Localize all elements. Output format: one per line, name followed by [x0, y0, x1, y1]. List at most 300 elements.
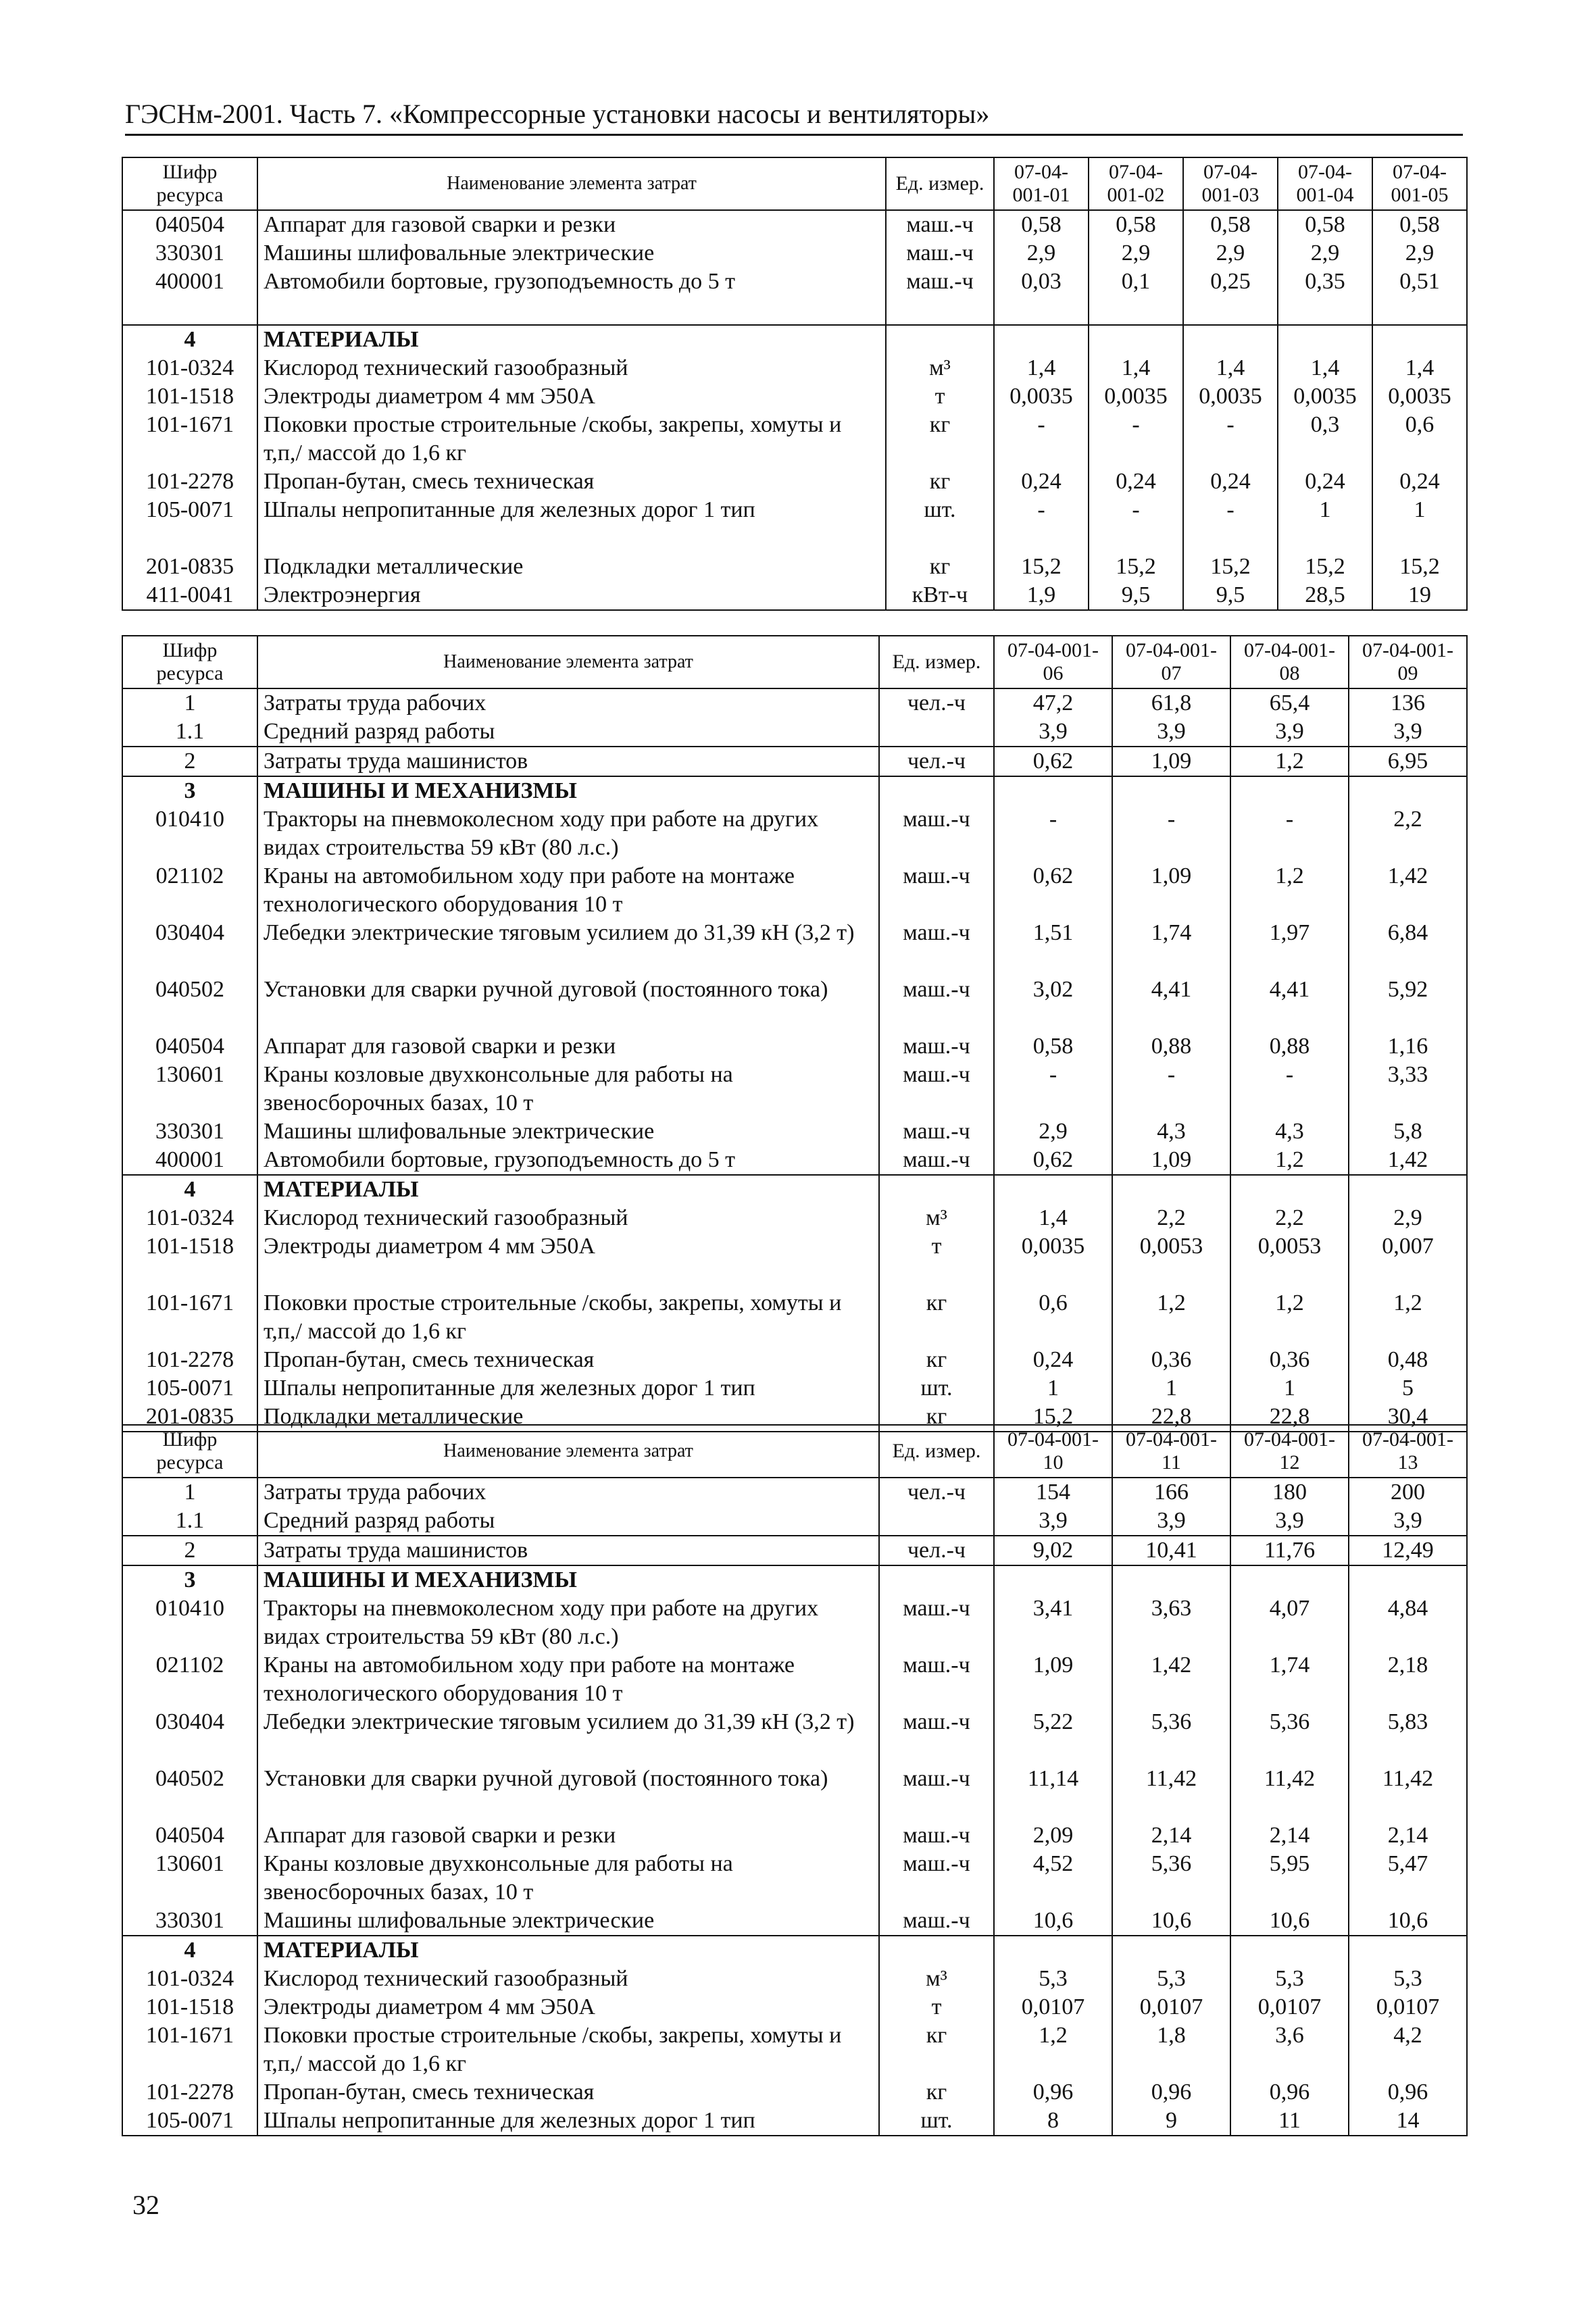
resource-name: Затраты труда рабочих [257, 1478, 879, 1507]
table-row [122, 210, 1467, 239]
norm-value [1230, 1175, 1349, 1204]
norm-value: 3,02 [994, 976, 1112, 1032]
norm-value: 2,14 [1112, 1821, 1230, 1850]
resource-unit: маш.-ч [879, 1907, 994, 1936]
resource-code: 040504 [122, 210, 257, 239]
norm-value: 9,02 [994, 1536, 1112, 1565]
norm-value: 1,42 [1349, 862, 1467, 919]
table-row [122, 2107, 1467, 2136]
header-norm-code: 07-04-001-04 [1278, 157, 1372, 210]
norm-value: 5,47 [1349, 1850, 1467, 1907]
table-row [122, 862, 1467, 919]
norm-value: - [994, 805, 1112, 862]
header-norm-code: 07-04-001-01 [994, 157, 1089, 210]
table-header-row [122, 1425, 1467, 1478]
resource-code: 021102 [122, 1651, 257, 1708]
resource-name: Затраты труда машинистов [257, 747, 879, 776]
norm-value: 0,58 [1183, 210, 1278, 239]
norm-value: 0,62 [994, 747, 1112, 776]
resource-name: МАШИНЫ И МЕХАНИЗМЫ [257, 776, 879, 805]
norm-value: 2,9 [994, 1117, 1112, 1146]
resource-code: 040502 [122, 976, 257, 1032]
norm-value: 4,84 [1349, 1594, 1467, 1651]
resource-unit: кг [886, 411, 994, 468]
resource-code: 101-1518 [122, 1232, 257, 1289]
table-header-row [122, 636, 1467, 688]
header-norm-code: 07-04-001-06 [994, 636, 1112, 688]
resource-code: 010410 [122, 1594, 257, 1651]
norm-value: 1 [1112, 1374, 1230, 1403]
norm-value: 6,95 [1349, 747, 1467, 776]
norm-value: 0,6 [994, 1289, 1112, 1346]
norm-value: 1,2 [1230, 862, 1349, 919]
resource-code: 030404 [122, 919, 257, 976]
table-row [122, 468, 1467, 496]
table-row [122, 1507, 1467, 1536]
norm-value: 0,96 [994, 2078, 1112, 2107]
resource-code: 1 [122, 1478, 257, 1507]
resource-unit: м³ [879, 1204, 994, 1232]
norm-value: 1,16 [1349, 1032, 1467, 1061]
table-row [122, 1175, 1467, 1204]
norm-value: 0,24 [1278, 468, 1372, 496]
resource-unit: маш.-ч [879, 1061, 994, 1117]
resource-name: Лебедки электрические тяговым усилием до 31,39 кН (3,2 т) [257, 1708, 879, 1765]
norm-value: 6,84 [1349, 919, 1467, 976]
table-row [122, 718, 1467, 747]
table-row [122, 919, 1467, 976]
header-unit: Ед. измер. [879, 1425, 994, 1478]
norm-value: 5,3 [994, 1965, 1112, 1993]
norm-value [1278, 325, 1372, 354]
resource-name: Машины шлифовальные электрические [257, 1117, 879, 1146]
table-row [122, 496, 1467, 553]
norm-value: 2,18 [1349, 1651, 1467, 1708]
resource-code: 101-1671 [122, 1289, 257, 1346]
norm-value: 5,3 [1349, 1965, 1467, 1993]
norm-value: 1,2 [994, 2021, 1112, 2078]
norm-value: 2,14 [1349, 1821, 1467, 1850]
norm-value: 1,2 [1349, 1289, 1467, 1346]
resource-name: Электроды диаметром 4 мм Э50А [257, 1993, 879, 2021]
norm-value: 1,09 [1112, 1146, 1230, 1175]
resource-code: 101-1671 [122, 411, 257, 468]
norm-value [994, 1936, 1112, 1965]
norm-value [1349, 1175, 1467, 1204]
norm-value: - [1112, 1061, 1230, 1117]
resource-code: 105-0071 [122, 496, 257, 553]
resource-name: МАТЕРИАЛЫ [257, 1936, 879, 1965]
norm-value: 3,9 [1349, 1507, 1467, 1536]
norm-value: 0,0107 [1112, 1993, 1230, 2021]
resource-name: Шпалы непропитанные для железных дорог 1 тип [257, 2107, 879, 2136]
resource-name: Подкладки металлические [257, 553, 886, 581]
resource-name: Средний разряд работы [257, 1507, 879, 1536]
resource-table-1 [122, 157, 1468, 611]
resource-code: 101-0324 [122, 1965, 257, 1993]
norm-value: 5,83 [1349, 1708, 1467, 1765]
norm-value: 3,63 [1112, 1594, 1230, 1651]
table-row [122, 239, 1467, 268]
norm-value: 0,58 [994, 210, 1089, 239]
norm-value: 8 [994, 2107, 1112, 2136]
resource-code: 040504 [122, 1821, 257, 1850]
resource-code: 330301 [122, 1117, 257, 1146]
resource-code: 101-2278 [122, 468, 257, 496]
resource-code: 2 [122, 1536, 257, 1565]
norm-value: 0,36 [1112, 1346, 1230, 1374]
norm-value: 180 [1230, 1478, 1349, 1507]
norm-value: 2,9 [1372, 239, 1467, 268]
table-row [122, 805, 1467, 862]
norm-value: 2,9 [1089, 239, 1183, 268]
norm-value: - [1183, 496, 1278, 553]
resource-unit [879, 1175, 994, 1204]
norm-value: 12,49 [1349, 1536, 1467, 1565]
norm-value [1183, 325, 1278, 354]
norm-value: 0,88 [1230, 1032, 1349, 1061]
resource-unit: чел.-ч [879, 688, 994, 718]
table-row [122, 747, 1467, 776]
resource-name: Пропан-бутан, смесь техническая [257, 468, 886, 496]
norm-value: 11,76 [1230, 1536, 1349, 1565]
resource-unit: маш.-ч [879, 1146, 994, 1175]
table-row [122, 581, 1467, 610]
norm-value: - [1230, 805, 1349, 862]
norm-value: 5,3 [1230, 1965, 1349, 1993]
resource-code: 411-0041 [122, 581, 257, 610]
norm-value: 2,2 [1112, 1204, 1230, 1232]
norm-value: 10,6 [1112, 1907, 1230, 1936]
norm-value: 0,25 [1183, 268, 1278, 325]
norm-value: 0,0107 [1349, 1993, 1467, 2021]
table-row [122, 1032, 1467, 1061]
norm-value: 0,96 [1349, 2078, 1467, 2107]
norm-value: 28,5 [1278, 581, 1372, 610]
norm-value: 1,2 [1230, 747, 1349, 776]
norm-value: 0,24 [994, 468, 1089, 496]
resource-unit: м³ [886, 354, 994, 382]
resource-table-3 [122, 1424, 1468, 2136]
table-row [122, 1708, 1467, 1765]
norm-value: 3,9 [994, 1507, 1112, 1536]
norm-value: 1,42 [1112, 1651, 1230, 1708]
page-number: 32 [132, 2190, 159, 2220]
norm-value: 30,4 [1349, 1403, 1467, 1432]
table-row [122, 1289, 1467, 1346]
norm-value: 5,95 [1230, 1850, 1349, 1907]
resource-name: Поковки простые строительные /скобы, закрепы, хомуты и т,п,/ массой до 1,6 кг [257, 2021, 879, 2078]
resource-code: 4 [122, 325, 257, 354]
resource-unit: маш.-ч [879, 1594, 994, 1651]
resource-unit [879, 1507, 994, 1536]
norm-value: 15,2 [1183, 553, 1278, 581]
norm-value [1230, 1936, 1349, 1965]
norm-value [1349, 776, 1467, 805]
norm-value: 1,09 [1112, 747, 1230, 776]
norm-value: 0,3 [1278, 411, 1372, 468]
norm-value: 1,4 [994, 1204, 1112, 1232]
header-norm-code: 07-04-001-08 [1230, 636, 1349, 688]
norm-value: 2,2 [1230, 1204, 1349, 1232]
header-norm-code: 07-04-001-11 [1112, 1425, 1230, 1478]
norm-value: 0,0035 [1183, 382, 1278, 411]
norm-value: 5,92 [1349, 976, 1467, 1032]
table-row [122, 688, 1467, 718]
norm-value: 0,51 [1372, 268, 1467, 325]
norm-value: - [1089, 496, 1183, 553]
table-row [122, 2021, 1467, 2078]
norm-value: - [1089, 411, 1183, 468]
table-row [122, 1765, 1467, 1821]
resource-unit: маш.-ч [879, 1651, 994, 1708]
norm-value: 3,9 [1230, 718, 1349, 747]
header-norm-code: 07-04-001-12 [1230, 1425, 1349, 1478]
resource-name: Электроды диаметром 4 мм Э50А [257, 1232, 879, 1289]
header-unit: Ед. измер. [879, 636, 994, 688]
norm-value: 1,2 [1230, 1289, 1349, 1346]
table-row [122, 1907, 1467, 1936]
resource-unit: маш.-ч [879, 1850, 994, 1907]
resource-name: Краны на автомобильном ходу при работе на монтаже технологического оборудования 10 т [257, 862, 879, 919]
norm-value: 0,96 [1230, 2078, 1349, 2107]
resource-code: 101-0324 [122, 1204, 257, 1232]
norm-value: 200 [1349, 1478, 1467, 1507]
resource-code: 101-1518 [122, 382, 257, 411]
norm-value [1112, 1565, 1230, 1594]
header-norm-code: 07-04-001-05 [1372, 157, 1467, 210]
resource-name: Затраты труда машинистов [257, 1536, 879, 1565]
norm-value: 1 [1230, 1374, 1349, 1403]
resource-name: Аппарат для газовой сварки и резки [257, 210, 886, 239]
norm-value: 4,3 [1230, 1117, 1349, 1146]
norm-value: 136 [1349, 688, 1467, 718]
resource-unit: кг [879, 2078, 994, 2107]
norm-value [1349, 1936, 1467, 1965]
norm-value [994, 1565, 1112, 1594]
resource-unit: шт. [886, 496, 994, 553]
norm-value: 0,03 [994, 268, 1089, 325]
norm-value: 1,74 [1112, 919, 1230, 976]
table-row [122, 1594, 1467, 1651]
resource-code: 330301 [122, 239, 257, 268]
resource-code: 130601 [122, 1061, 257, 1117]
norm-value: 15,2 [994, 1403, 1112, 1432]
norm-value: - [1112, 805, 1230, 862]
table-row [122, 1346, 1467, 1374]
table-row [122, 1374, 1467, 1403]
resource-unit [879, 776, 994, 805]
norm-value: 0,58 [1089, 210, 1183, 239]
resource-name: Затраты труда рабочих [257, 688, 879, 718]
table-row [122, 976, 1467, 1032]
norm-value: 0,24 [994, 1346, 1112, 1374]
norm-value: 1,8 [1112, 2021, 1230, 2078]
resource-unit: маш.-ч [879, 1032, 994, 1061]
resource-unit: маш.-ч [879, 1117, 994, 1146]
norm-value: 14 [1349, 2107, 1467, 2136]
table-row [122, 1936, 1467, 1965]
norm-value: 3,41 [994, 1594, 1112, 1651]
resource-name: Поковки простые строительные /скобы, закрепы, хомуты и т,п,/ массой до 1,6 кг [257, 1289, 879, 1346]
resource-unit: маш.-ч [879, 1765, 994, 1821]
resource-name: Машины шлифовальные электрические [257, 1907, 879, 1936]
resource-code: 021102 [122, 862, 257, 919]
norm-value: 5,22 [994, 1708, 1112, 1765]
table-row [122, 1993, 1467, 2021]
norm-value: 1,09 [994, 1651, 1112, 1708]
norm-value: 5,36 [1112, 1708, 1230, 1765]
header-norm-code: 07-04-001-13 [1349, 1425, 1467, 1478]
norm-value: 0,0107 [994, 1993, 1112, 2021]
table-row [122, 1117, 1467, 1146]
norm-value: 0,62 [994, 862, 1112, 919]
resource-unit: маш.-ч [879, 1708, 994, 1765]
norm-value: 0,6 [1372, 411, 1467, 468]
norm-value: 0,96 [1112, 2078, 1230, 2107]
norm-value: 1,42 [1349, 1146, 1467, 1175]
norm-value: 154 [994, 1478, 1112, 1507]
resource-name: Кислород технический газообразный [257, 1965, 879, 1993]
norm-value [1112, 1175, 1230, 1204]
norm-value: 15,2 [1278, 553, 1372, 581]
resource-unit: шт. [879, 1374, 994, 1403]
resource-name: Автомобили бортовые, грузоподъемность до 5 т [257, 1146, 879, 1175]
norm-value: 65,4 [1230, 688, 1349, 718]
resource-name: Средний разряд работы [257, 718, 879, 747]
norm-value: 5,3 [1112, 1965, 1230, 1993]
norm-value: 0,0035 [1089, 382, 1183, 411]
norm-value: 10,6 [1349, 1907, 1467, 1936]
resource-code: 201-0835 [122, 553, 257, 581]
resource-unit: маш.-ч [886, 210, 994, 239]
resource-name: МАТЕРИАЛЫ [257, 325, 886, 354]
table-row [122, 1965, 1467, 1993]
norm-value: - [1183, 411, 1278, 468]
norm-value: 1,74 [1230, 1651, 1349, 1708]
norm-value: 1 [994, 1374, 1112, 1403]
resource-name: Аппарат для газовой сварки и резки [257, 1032, 879, 1061]
table-row [122, 2078, 1467, 2107]
resource-code: 1.1 [122, 718, 257, 747]
resource-code: 030404 [122, 1708, 257, 1765]
resource-code: 400001 [122, 268, 257, 325]
norm-value: 1,2 [1230, 1146, 1349, 1175]
table-row [122, 1536, 1467, 1565]
norm-value: 4,52 [994, 1850, 1112, 1907]
resource-unit: маш.-ч [879, 1821, 994, 1850]
norm-value: 0,0035 [994, 382, 1089, 411]
norm-value: 1,9 [994, 581, 1089, 610]
resource-code: 1 [122, 688, 257, 718]
table-row [122, 1204, 1467, 1232]
resource-unit: т [879, 1232, 994, 1289]
norm-value: 15,2 [994, 553, 1089, 581]
resource-unit: чел.-ч [879, 747, 994, 776]
norm-value: 0,24 [1372, 468, 1467, 496]
resource-name: Поковки простые строительные /скобы, закрепы, хомуты и т,п,/ массой до 1,6 кг [257, 411, 886, 468]
resource-code: 3 [122, 1565, 257, 1594]
norm-value: 1,97 [1230, 919, 1349, 976]
norm-value [1349, 1565, 1467, 1594]
header-unit: Ед. измер. [886, 157, 994, 210]
norm-value: 3,9 [994, 718, 1112, 747]
table-row [122, 411, 1467, 468]
norm-value: 15,2 [1372, 553, 1467, 581]
norm-value: 19 [1372, 581, 1467, 610]
resource-name: МАШИНЫ И МЕХАНИЗМЫ [257, 1565, 879, 1594]
table-row [122, 1651, 1467, 1708]
resource-unit: шт. [879, 2107, 994, 2136]
norm-value: 3,9 [1349, 718, 1467, 747]
norm-value: 166 [1112, 1478, 1230, 1507]
resource-code: 101-0324 [122, 354, 257, 382]
resource-name: Тракторы на пневмоколесном ходу при работе на других видах строительства 59 кВт (80 л.с.) [257, 805, 879, 862]
norm-value: 11,42 [1349, 1765, 1467, 1821]
table-row [122, 1821, 1467, 1850]
norm-value: 5,36 [1230, 1708, 1349, 1765]
norm-value: 0,35 [1278, 268, 1372, 325]
table-row [122, 553, 1467, 581]
norm-value: 2,14 [1230, 1821, 1349, 1850]
resource-name: Краны козловые двухконсольные для работы на звеносборочных базах, 10 т [257, 1061, 879, 1117]
resource-name: Кислород технический газообразный [257, 354, 886, 382]
resource-unit [886, 325, 994, 354]
norm-value [1089, 325, 1183, 354]
resource-name: Установки для сварки ручной дуговой (постоянного тока) [257, 1765, 879, 1821]
norm-value: 11,14 [994, 1765, 1112, 1821]
resource-name: Пропан-бутан, смесь техническая [257, 1346, 879, 1374]
resource-name: МАТЕРИАЛЫ [257, 1175, 879, 1204]
page-header: ГЭСНм-2001. Часть 7. «Компрессорные установки насосы и вентиляторы» [125, 95, 1463, 136]
header-code: Шифр ресурса [122, 636, 257, 688]
norm-value: 0,48 [1349, 1346, 1467, 1374]
norm-value: - [1230, 1061, 1349, 1117]
resource-name: Машины шлифовальные электрические [257, 239, 886, 268]
resource-unit [879, 1936, 994, 1965]
header-norm-code: 07-04-001-07 [1112, 636, 1230, 688]
norm-value: - [994, 411, 1089, 468]
resource-unit: маш.-ч [879, 862, 994, 919]
resource-code: 101-2278 [122, 2078, 257, 2107]
resource-code: 3 [122, 776, 257, 805]
norm-value: 3,33 [1349, 1061, 1467, 1117]
norm-value: 3,9 [1112, 718, 1230, 747]
resource-code: 2 [122, 747, 257, 776]
norm-value: 2,9 [994, 239, 1089, 268]
norm-value: 0,62 [994, 1146, 1112, 1175]
norm-value: 0,36 [1230, 1346, 1349, 1374]
table-row [122, 1478, 1467, 1507]
resource-name: Электроэнергия [257, 581, 886, 610]
norm-value: 1,51 [994, 919, 1112, 976]
table-row [122, 1232, 1467, 1289]
resource-unit: кг [886, 553, 994, 581]
header-name: Наименование элемента затрат [257, 1425, 879, 1478]
norm-value: 0,58 [1278, 210, 1372, 239]
norm-value [1372, 325, 1467, 354]
norm-value: 1,4 [1372, 354, 1467, 382]
norm-value: 1 [1278, 496, 1372, 553]
resource-name: Краны козловые двухконсольные для работы на звеносборочных базах, 10 т [257, 1850, 879, 1907]
resource-unit: чел.-ч [879, 1536, 994, 1565]
norm-value: 10,6 [994, 1907, 1112, 1936]
norm-value: 5,8 [1349, 1117, 1467, 1146]
header-name: Наименование элемента затрат [257, 636, 879, 688]
header-norm-code: 07-04-001-03 [1183, 157, 1278, 210]
header-name: Наименование элемента затрат [257, 157, 886, 210]
norm-value: 1 [1372, 496, 1467, 553]
